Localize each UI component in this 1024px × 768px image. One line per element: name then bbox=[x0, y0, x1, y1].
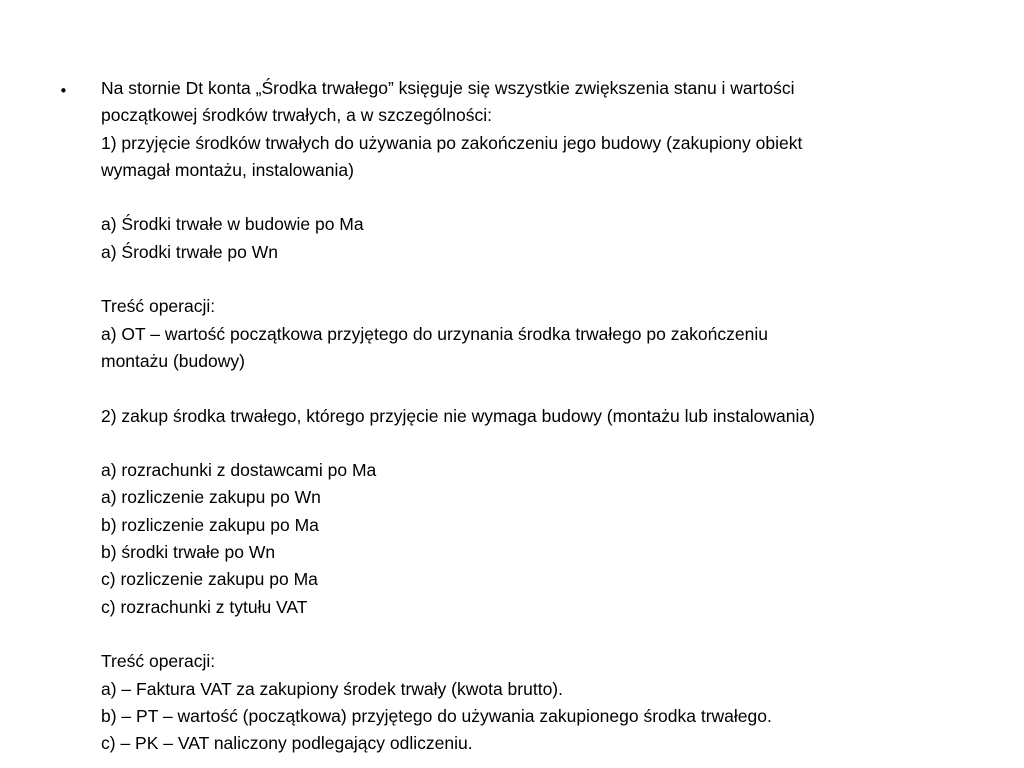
case2-entry-3: b) rozliczenie zakupu po Ma bbox=[101, 514, 319, 535]
bullet-point: • bbox=[59, 82, 68, 100]
spacer bbox=[101, 430, 1006, 457]
case1-operation-line-1: a) OT – wartość początkowa przyjętego do urzynania środka trwałego po zakończeniu bbox=[101, 323, 768, 344]
case2-entry-4: b) środki trwałe po Wn bbox=[101, 542, 276, 563]
case1-heading-line-1: 1) przyjęcie środków trwałych do używania po zakończeniu jego budowy (zakupiony obiekt bbox=[101, 132, 803, 153]
case2-entry-1: a) rozrachunki z dostawcami po Ma bbox=[101, 460, 377, 481]
case1-operation-line-2: montażu (budowy) bbox=[101, 350, 245, 371]
case1-heading-line-2: wymagał montażu, instalowania) bbox=[101, 159, 354, 180]
case2-entry-5: c) rozliczenie zakupu po Ma bbox=[101, 569, 318, 590]
spacer bbox=[101, 184, 1006, 211]
spacer bbox=[101, 266, 1006, 293]
case2-heading: 2) zakup środka trwałego, którego przyjęcie nie wymaga budowy (montażu lub instalowania) bbox=[101, 405, 815, 426]
slide-text-body bbox=[101, 75, 1006, 757]
intro-line-2: początkowej środków trwałych, a w szczególności: bbox=[101, 105, 492, 126]
intro-line-1: Na stornie Dt konta „Środka trwałego” księguje się wszystkie zwiększenia stanu i wartości bbox=[101, 78, 795, 98]
case1-entry-2: a) Środki trwałe po Wn bbox=[101, 241, 279, 262]
spacer bbox=[101, 375, 1006, 402]
spacer bbox=[101, 621, 1006, 648]
case2-operations-title: Treść operacji: bbox=[101, 651, 216, 672]
case2-operation-line-1: a) – Faktura VAT za zakupiony środek trwały (kwota brutto). bbox=[101, 678, 563, 699]
case2-operation-line-2: b) – PT – wartość (początkowa) przyjętego do używania zakupionego środka trwałego. bbox=[101, 705, 772, 726]
case1-entry-1: a) Środki trwałe w budowie po Ma bbox=[101, 214, 364, 235]
case2-operation-line-3: c) – PK – VAT naliczony podlegający odliczeniu. bbox=[101, 733, 473, 754]
case2-entry-6: c) rozrachunki z tytułu VAT bbox=[101, 596, 308, 617]
case1-operations-title: Treść operacji: bbox=[101, 296, 216, 317]
case2-entry-2: a) rozliczenie zakupu po Wn bbox=[101, 487, 321, 508]
